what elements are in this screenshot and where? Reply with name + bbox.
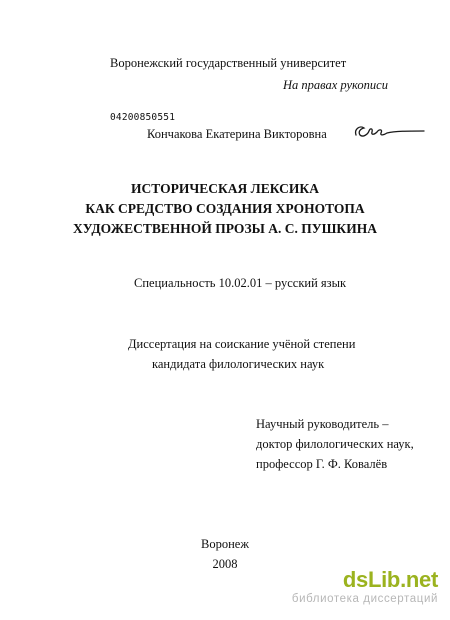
specialty: Специальность 10.02.01 – русский язык: [134, 276, 347, 290]
title-line-2: КАК СРЕДСТВО СОЗДАНИЯ ХРОНОТОПА: [85, 201, 365, 216]
degree-line-1: Диссертация на соискание учёной степени: [128, 337, 356, 351]
watermark-brand: [292, 568, 438, 592]
watermark-brand-main: dsLib: [342, 567, 401, 592]
watermark-subtitle: библиотека диссертаций: [291, 593, 438, 605]
title-line-1: ИСТОРИЧЕСКАЯ ЛЕКСИКА: [131, 181, 319, 196]
advisor-line-1: Научный руководитель –: [256, 417, 389, 431]
year: 2008: [212, 557, 238, 571]
watermark-brand-suffix: .net: [400, 567, 438, 592]
catalog-number: 04200850551: [110, 112, 176, 123]
author-name: Кончакова Екатерина Викторовна: [147, 127, 327, 141]
degree-line-2: кандидата филологических наук: [152, 357, 325, 371]
advisor-line-2: доктор филологических наук,: [256, 437, 414, 451]
advisor-line-3: профессор Г. Ф. Ковалёв: [256, 457, 388, 471]
title-line-3: ХУДОЖЕСТВЕННОЙ ПРОЗЫ А. С. ПУШКИНА: [73, 221, 377, 236]
dslib-watermark[interactable]: [292, 568, 438, 606]
city: Воронеж: [201, 537, 249, 551]
author-signature: [350, 120, 430, 142]
university-name: Воронежский государственный университет: [110, 56, 347, 70]
manuscript-note: На правах рукописи: [283, 78, 388, 92]
